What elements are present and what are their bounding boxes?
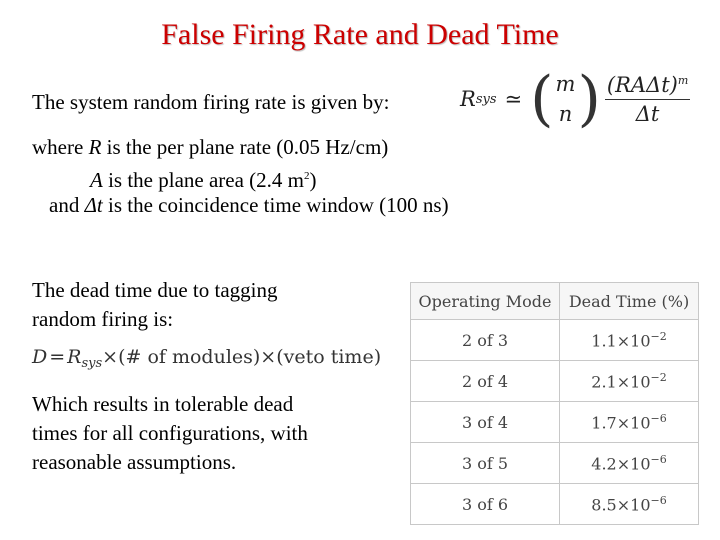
firing-rate-formula — [460, 66, 690, 132]
definition-line-3: and Δt is the coincidence time window (100 ns) — [49, 193, 449, 217]
mode-cell: 3 of 4 — [411, 402, 560, 443]
dead-time-cell: $1.1\times 10^{-2}$ — [560, 320, 699, 361]
header-dead-time: Dead Time (%) — [560, 283, 699, 320]
formula-lhs: R — [460, 87, 476, 111]
deadtime-text: The dead time due to tagging random firing is: — [32, 278, 278, 331]
mode-cell: 3 of 5 — [411, 443, 560, 484]
table-header-row — [411, 283, 699, 320]
definition-line-2: A is the plane area (2.4 $m^2$) — [90, 168, 317, 192]
binomial — [556, 72, 576, 126]
binom-top: m — [555, 72, 576, 96]
mode-cell: 2 of 3 — [411, 320, 560, 361]
binom-open-paren: ( — [530, 64, 554, 134]
mode-cell: 3 of 6 — [411, 484, 560, 525]
dead-time-cell: $4.2\times 10^{-6}$ — [560, 443, 699, 484]
slide-title: False Firing Rate and Dead Time — [161, 18, 559, 51]
fraction-denominator: Δt — [635, 101, 660, 126]
dead-time-cell: $8.5\times 10^{-6}$ — [560, 484, 699, 525]
fraction-numerator: $(RA\Delta t)^m$ — [605, 73, 690, 100]
mode-cell: 2 of 4 — [411, 361, 560, 402]
binom-bottom: n — [558, 102, 573, 126]
table-row — [411, 402, 699, 443]
formula-lhs-sub: sys — [475, 91, 497, 107]
definition-line-1: where R is the per plane rate (0.05 Hz/cm) — [32, 135, 389, 159]
binom-close-paren: ) — [577, 64, 601, 134]
fraction — [605, 73, 690, 126]
conclusion-text: Which results in tolerable dead times for all configurations, with reasonable assumptions. — [32, 392, 308, 474]
deadtime-formula: $D = R_{sys}\times(\#$ of modules)×(veto time) — [32, 346, 382, 371]
dead-time-cell: $2.1\times 10^{-2}$ — [560, 361, 699, 402]
dead-time-cell: $1.7\times 10^{-6}$ — [560, 402, 699, 443]
table-row — [411, 443, 699, 484]
formula-relation: ≃ — [504, 87, 523, 111]
dead-time-table — [410, 282, 699, 525]
table-row — [411, 484, 699, 525]
header-operating-mode: Operating Mode — [411, 283, 560, 320]
table-row — [411, 320, 699, 361]
intro-text: The system random firing rate is given by: — [32, 90, 390, 114]
table-row — [411, 361, 699, 402]
